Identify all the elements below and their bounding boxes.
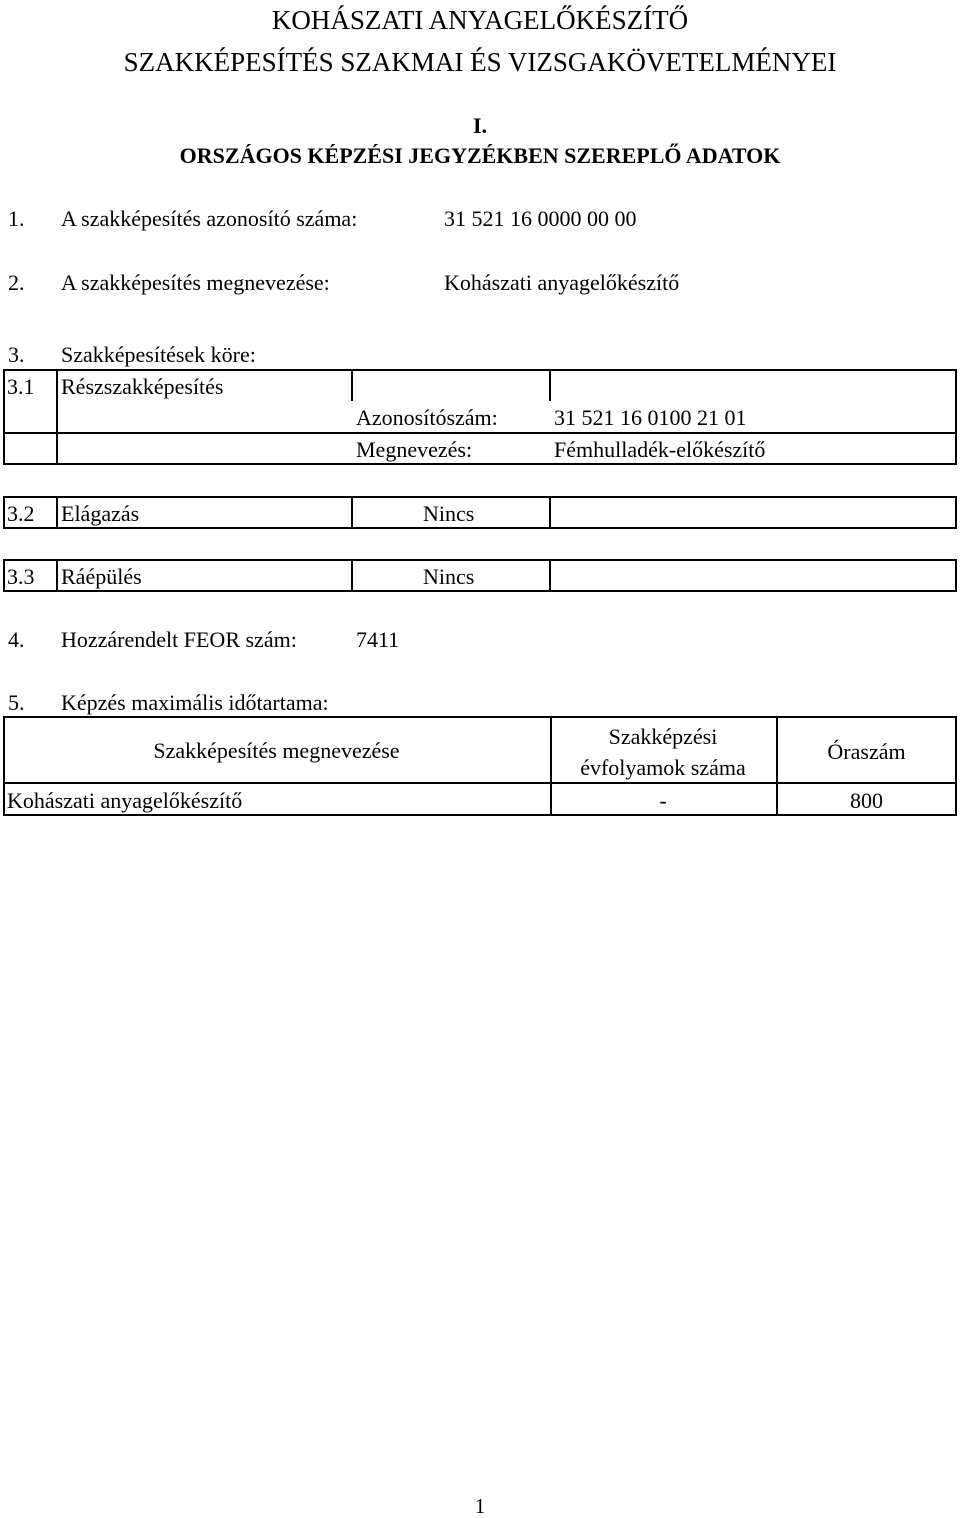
reszszakkepesites-name-value: Fémhulladék-előkészítő — [554, 437, 766, 462]
item-2-value: Kohászati anyagelőkészítő — [444, 270, 680, 295]
elagazas-value: Nincs — [423, 501, 475, 526]
elagazas-label: Elágazás — [61, 501, 140, 526]
duration-header-hours: Óraszám — [827, 739, 906, 764]
raepules-value: Nincs — [423, 564, 475, 589]
reszszakkepesites-id-value: 31 521 16 0100 21 01 — [554, 405, 747, 430]
duration-header-years-line2: évfolyamok száma — [580, 755, 746, 780]
reszszakkepesites-label: Részszakképesítés — [61, 374, 224, 399]
item-3-number: 3. — [8, 342, 25, 367]
elagazas-number: 3.2 — [7, 501, 35, 526]
reszszakkepesites-name-label: Megnevezés: — [356, 437, 473, 462]
duration-row-hours: 800 — [850, 788, 883, 813]
duration-row-years: - — [659, 788, 667, 813]
reszszakkepesites-number: 3.1 — [7, 374, 35, 399]
item-2-number: 2. — [8, 270, 25, 295]
item-4-number: 4. — [8, 627, 25, 652]
title-line-2: SZAKKÉPESÍTÉS SZAKMAI ÉS VIZSGAKÖVETELMÉNYEI — [123, 47, 837, 77]
section-number: I. — [472, 113, 488, 138]
page-number: 1 — [474, 1494, 486, 1518]
title-line-1: KOHÁSZATI ANYAGELŐKÉSZÍTŐ — [271, 5, 689, 35]
item-1-number: 1. — [8, 206, 25, 231]
raepules-label: Ráépülés — [61, 564, 142, 589]
section-title: ORSZÁGOS KÉPZÉSI JEGYZÉKBEN SZEREPLŐ ADATOK — [179, 143, 781, 168]
item-3-label: Szakképesítések köre: — [61, 342, 256, 367]
item-5-number: 5. — [8, 690, 25, 715]
duration-row-name: Kohászati anyagelőkészítő — [7, 788, 243, 813]
item-4-label: Hozzárendelt FEOR szám: — [61, 627, 297, 652]
duration-header-name: Szakképesítés megnevezése — [153, 738, 400, 763]
item-1-label: A szakképesítés azonosító száma: — [61, 206, 358, 231]
item-5-label: Képzés maximális időtartama: — [61, 690, 329, 715]
item-4-value: 7411 — [356, 627, 400, 652]
reszszakkepesites-id-label: Azonosítószám: — [356, 405, 498, 430]
duration-header-years-line1: Szakképzési — [608, 724, 718, 749]
item-2-label: A szakképesítés megnevezése: — [61, 270, 330, 295]
raepules-number: 3.3 — [7, 564, 35, 589]
item-1-value: 31 521 16 0000 00 00 — [444, 206, 637, 231]
